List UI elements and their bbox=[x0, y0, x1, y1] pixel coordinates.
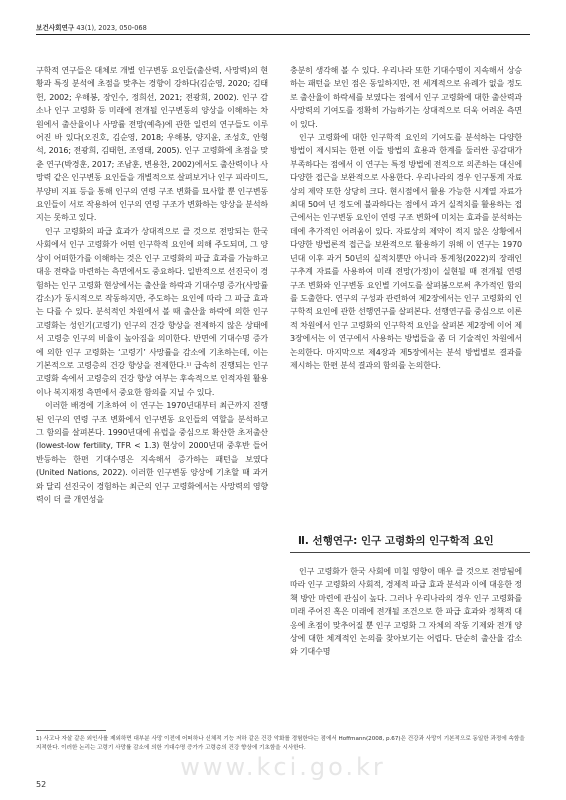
running-header bbox=[36, 22, 147, 32]
paragraph: 인구 고령화가 한국 사회에 미칠 영향이 매우 클 것으로 전망됨에 따라 인구 고령화의 사회적, 경제적 파급 효과 분석과 이에 대응한 정책 방안 마련에 관심이 높다. 그러나 우리나라의 경우 인구 고령화를 미래 주어진 혹은 미래에 전개될 조건으로 한 파급 효과와 정책적 대응에 초점이 맞추어질 뿐 인구 고령화 그 자체의 작동 기제와 전개 양상에 대한 체계적인 논의를 찾아보기는 어렵다. 단순히 출산율 감소와 기대수명 bbox=[290, 567, 522, 657]
footnote: 1) 사고나 자살 같은 외인사를 제외하면 대부분 사망 이전에 어떠하나 신체적 기능 저하 같은 건강 악화를 경험한다는 점에서 Hoffmann(2008, p.67)은 건강과 사망이 기본적으로 동일한 과정에 속함을 지적한다. 이러한 논리는 고령기 사망률 감소에 의한 기대수명 증가가 고령층의 건강 향상에 기초함을 시사한다. bbox=[36, 736, 525, 751]
paragraph: 충분히 생각해 볼 수 있다. 우리나라 또한 기대수명이 지속해서 상승하는 패턴을 보인 점은 동일하지만, 전 세계적으로 유례가 없을 정도로 출산율이 하락세를 보였다는 점에서 인구 고령화에 대한 출산력과 사망력의 기여도를 정확히 가늠하기는 상대적으로 더욱 어려운 측면이 있다. bbox=[290, 66, 522, 129]
left-column bbox=[36, 64, 268, 506]
watermark: www.kci.go.kr bbox=[180, 753, 386, 781]
paragraph: 구학적 연구들은 대체로 개별 인구변동 요인들(출산력, 사망력)의 현황과 특징 분석에 초점을 맞추는 경향이 강하다(김순영, 2020; 김태헌, 2002; 우해봉, 장인수, 정희선, 2021; 전광희, 2002). 인구 감소나 인구 고령화 등 미래에 전개될 인구변동의 양상을 이해하는 차원에서 출산율이나 사망률 전망(예측)에 관한 일련의 연구들도 이루어진 바 있다(오진호, 김순영, 2018; 우해봉, 양지윤, 조성호, 안형석, 2016; 전광희, 김태헌, 조영태, 2005). 인구 고령화에 초점을 맞춘 연구(박경훈, 2017; 조남훈, 변용찬, 2002)에서도 출산력이나 사망력 같은 인구변동 요인들을 개별적으로 살펴보거나 인구 피라미드, 부양비 지표 등을 통해 인구의 연령 구조 변화를 묘사할 뿐 인구변동 요인들이 서로 작용하여 인구의 연령 구조가 변화하는 양상을 분석하지는 못하고 있다. bbox=[36, 66, 268, 223]
footnote-rule bbox=[36, 730, 106, 731]
journal-issue: 43(1), 2023, 050-068 bbox=[76, 24, 147, 32]
header-rule bbox=[36, 34, 530, 35]
paragraph: 인구 고령화의 파급 효과가 상대적으로 클 것으로 전망되는 한국 사회에서 인구 고령화가 어떤 인구학적 요인에 의해 주도되며, 그 양상이 어떠한가를 이해하는 것은 인구 고령화의 파급 효과를 가늠하고 대응 전략을 마련하는 측면에서도 중요하다. 일반적으로 선진국이 경험하는 인구 고령화 현상에서는 출산율 하락과 기대수명 증가(사망률 감소)가 동시적으로 작동하지만, 주도하는 요인에 따라 그 파급 효과는 다를 수 있다. 분석적인 차원에서 볼 때 출산율 하락에 의한 인구 고령화는 성인기(고령기) 인구의 건강 향상을 전제하지 않은 상태에서 고령층 인구의 비율이 높아짐을 의미한다. 반면에 기대수명 증가에 의한 인구 고령화는 ‘고령기’ 사망률을 감소에 기초하는데, 이는 기본적으로 고령층의 건강 향상을 전제한다.¹⁾ 급속히 진행되는 인구 고령화 속에서 고령층의 건강 향상 여부는 후속적으로 인적자원 활용이나 복지재정 측면에서 중요한 함의를 지닐 수 있다. bbox=[36, 226, 268, 397]
page-number: 52 bbox=[36, 780, 47, 789]
right-column bbox=[290, 64, 522, 372]
section-heading bbox=[290, 530, 530, 553]
section-body bbox=[290, 565, 522, 659]
section-title: Ⅱ. 선행연구: 인구 고령화의 인구학적 요인 bbox=[298, 535, 494, 547]
journal-name: 보건사회연구 bbox=[36, 24, 75, 32]
paragraph: 인구 고령화에 대한 인구학적 요인의 기여도를 분석하는 다양한 방법이 제시되는 한편 이들 방법의 효용과 한계를 둘러싼 공감대가 부족하다는 점에서 이 연구는 특정 방법에 전적으로 의존하는 대신에 다양한 접근을 보완적으로 사용한다. 우리나라의 경우 인구통계 자료상의 제약 또한 상당히 크다. 현시점에서 활용 가능한 시계열 자료가 최대 50여 년 정도에 불과하다는 점에서 과거 실적치를 활용하는 접근에서는 인구변동 요인이 연령 구조 변화에 미치는 효과를 분석하는 데에 추가적인 어려움이 있다. 자료상의 제약이 적지 않은 상황에서 다양한 방법론적 접근을 보완적으로 활용하기 위해 이 연구는 1970년대 이후 과거 50년의 실적치뿐만 아니라 통계청(2022)의 장래인구추계 자료를 사용하여 미래 전망(가정)이 실현될 때 전개될 연령 구조 변화와 인구변동 요인별 기여도를 살펴봄으로써 추가적인 함의를 도출한다. 연구의 구성과 관련하여 제2장에서는 인구 고령화의 인구학적 요인에 관한 선행연구를 살펴본다. 선행연구를 중심으로 이론적 차원에서 인구 고령화의 인구학적 요인을 살펴본 제2장에 이어 제3장에서는 이 연구에서 사용하는 방법들을 좀 더 기술적인 차원에서 논의한다. 마지막으로 제4장과 제5장에서는 분석 방법별로 결과를 제시하는 한편 분석 결과의 함의를 논의한다. bbox=[290, 133, 522, 370]
paragraph: 이러한 배경에 기초하여 이 연구는 1970년대부터 최근까지 진행된 인구의 연령 구조 변화에서 인구변동 요인들의 역할을 분석하고 그 함의를 살펴본다. 1990년대에 유럽을 중심으로 확산한 초저출산(lowest-low fertility, TFR < 1.3) 현상이 2000년대 중후반 들어 반등하는 한편 기대수명은 지속해서 증가하는 패턴을 보였다(United Nations, 2022). 이러한 인구변동 양상에 기초할 때 과거와 달리 선진국이 경험하는 최근의 인구 고령화에서는 사망력의 영향력이 더 클 개연성을 bbox=[36, 401, 268, 504]
